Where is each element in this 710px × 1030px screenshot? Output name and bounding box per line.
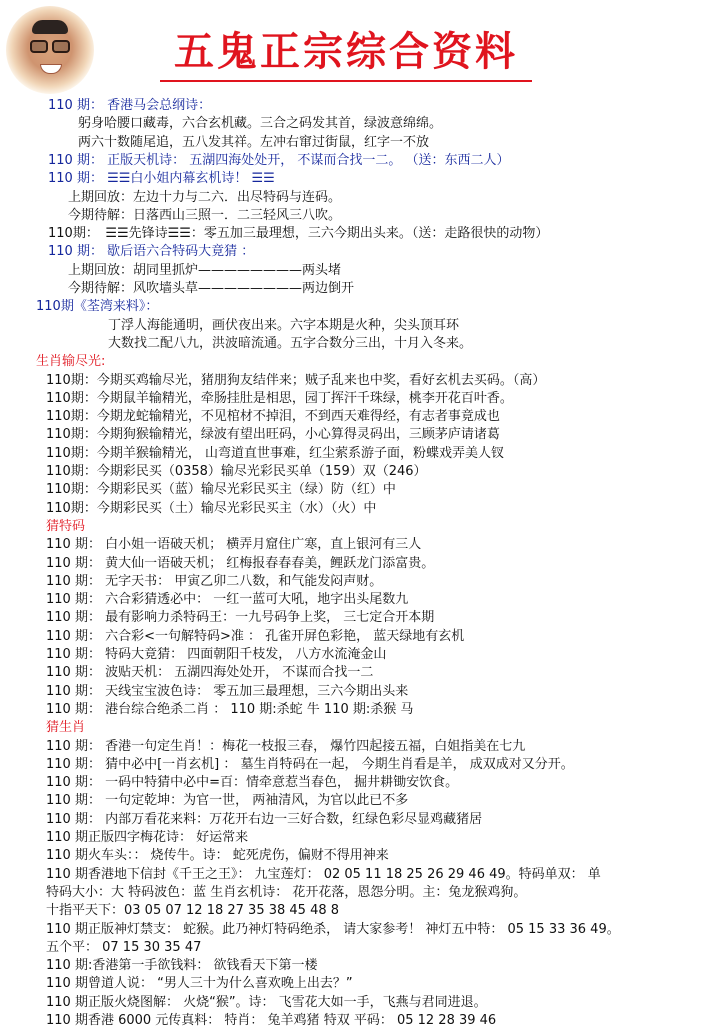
text-line: 生肖输尽光: [36,354,106,370]
text-line: 110期：今期龙蛇输精光，不见棺材不掉泪，不到西天难得经，有志者事竟成也 [46,409,500,425]
title-underline [160,80,532,82]
text-line: 110 期： 最有影响力杀特码王：一九号码争上奖， 三七定合开本期 [46,610,435,626]
text-line: 110 期： 港台综合绝杀二肖 ： 110 期:杀蛇 牛 110 期:杀猴 马 [46,701,414,717]
text-line: 110 期： 一句定乾坤：为官一世， 两袖清风，为官以此已不多 [46,793,409,809]
avatar [6,6,94,94]
text-line: 上期回放：胡同里抓炉————————两头堵 [68,262,342,278]
text-line: 上期回放：左边十力与二六．出尽特码与连码。 [68,189,342,205]
text-line: 110期：今期买鸡输尽光，猪朋狗友结伴来；贼子乱来也中奖，看好玄机去买码。（高） [46,372,546,388]
text-line: 110 期:香港第一手欲钱料： 欲钱看天下第一楼 [46,958,318,974]
text-line: 110期：今期狗猴输精光，绿波有望出旺码，小心算得灵码出，三顾茅庐请诸葛 [46,427,500,443]
text-line: 110 期： 歇后语六合特码大竟猜 ： [48,244,255,260]
avatar-glasses-left [30,40,48,53]
text-line: 110期：今期彩民买（蓝）输尽光彩民买主（绿）防（红）中 [46,482,396,498]
text-line: 110期：今期彩民买（土）输尽光彩民买主（水）（火）中 [46,500,377,516]
text-line: 110 期火车头：： 烧传牛。诗： 蛇死虎伤，偏财不得用神来 [46,848,389,864]
text-line: 110 期： 内部万看花来料：万花开右边一三好合数，红绿色彩尽显鸡藏猪居 [46,811,483,827]
text-line: 两六十数随尾追，五八发其祥。左冲右窜过街鼠，红字一不放 [78,134,430,150]
text-line: 110期《荃湾来料》： [36,299,159,315]
text-line: 110 期： 波贴天机： 五湖四海处处开， 不谋而合找一二 [46,665,374,681]
avatar-glasses-right [52,40,70,53]
text-line: 110 期香港 6000 元传真料： 特肖： 兔羊鸡猪 特双 平码： 05 12 28 39 46 [46,1013,497,1028]
avatar-mouth [40,64,62,74]
text-line: 十指平天下：03 05 07 12 18 27 35 38 45 48 8 [46,903,340,919]
text-line: 110 期： 白小姐一语破天机； 横弄月窟住广寒，直上银河有三人 [46,537,422,553]
text-line: 110 期： 香港一句定生肖！：梅花一枝报三春， 爆竹四起接五福，白姐指美在七九 [46,738,526,754]
text-line: 110 期曾道人说： “男人三十为什么喜欢晚上出去？” [46,976,353,992]
text-line: 今期待解：日落西山三照一．二三轻风三八吹。 [68,207,342,223]
avatar-hair [32,20,68,34]
text-line: 110 期： 正版天机诗： 五湖四海处处开， 不谋而合找一二。 （送：东西二人） [48,152,510,168]
text-line: 110期：今期羊猴输精光， 山弯道直世事难，红尘萦系游子面，粉蝶戏弄美人钗 [46,445,504,461]
text-line: 110 期： 六合彩猜透必中： 一红一蓝可大吼，地字出头尾数九 [46,592,409,608]
text-line: 躬身哈腰口藏毒，六合玄机藏。三合之码发其首，绿波意绵绵。 [78,116,443,132]
text-line: 110 期： 天线宝宝波色诗： 零五加三最理想，三六今期出头来 [46,683,409,699]
text-line: 猜特码 [46,518,86,534]
text-line: 110期：今期彩民买（0358）输尽光彩民买单（159）双（246） [46,464,427,479]
text-line: 110 期正版火烧图解： 火烧“猴”。诗： 飞雪花大如一手，飞燕与君同进退。 [46,994,487,1010]
text-line: 110期： ☰☰先锋诗☰☰：零五加三最理想，三六今期出头来。（送：走路很快的动物） [48,226,549,242]
text-line: 特码大小：大 特码波色：蓝 生肖玄机诗： 花开花落，恩怨分明。主：兔龙猴鸡狗。 [46,884,527,900]
text-line: 大数找二配八九，洪波暗流通。五字合数分三出，十月入冬来。 [108,335,473,351]
text-line: 丁浮人海能通明，画伏夜出来。六字本期是火种，尖头顶耳环 [108,317,460,333]
text-line: 110 期： 特码大竟猜： 四面朝阳千枝发， 八方水流淹金山 [46,647,387,662]
text-line: 110 期香港地下信封《千王之王》： 九宝莲灯： 02 05 11 18 25 26 29 46 49。特码单双： 单 [46,866,601,882]
text-line: 110 期： ☰☰白小姐内幕玄机诗！ ☰☰ [48,171,275,187]
text-line: 110 期： 六合彩<一句解特码>准 ： 孔雀开屏色彩艳， 蓝天绿地有玄机 [46,628,465,644]
text-line: 猜生肖 [46,720,86,736]
text-line: 110 期： 黄大仙一语破天机； 红梅报春春春美，鲤跃龙门添富贵。 [46,555,435,571]
text-line: 110 期正版四字梅花诗： 好运常来 [46,830,249,845]
text-line: 今期待解：风吹墙头草————————两边倒开 [68,281,355,296]
text-line: 110 期正版神灯禁支： 蛇猴。此乃神灯特码绝杀， 请大家参考！ 神灯五中特： 05 15 33 36 49。 [46,921,620,937]
text-line: 110期：今期鼠羊输精光，牵肠挂肚是相思，园丁挥汗千珠绿，桃李开花百叶香。 [46,390,513,406]
text-line: 110 期： 一码中特猜中必中=百：情牵意惹当春色， 掘井耕锄安饮食。 [46,775,459,791]
text-line: 110 期： 猜中必中[一肖玄机] ： 墓生肖特码在一起， 今期生肖看是羊， 成双成对又分开。 [46,756,574,772]
text-line: 五个平： 07 15 30 35 47 [46,939,202,955]
text-line: 110 期： 无字天书： 甲寅乙卯二八数，和气能发闷声财。 [46,573,383,589]
page-title: 五鬼正宗综合资料 [174,28,518,75]
text-line: 110 期： 香港马会总纲诗： [48,98,212,113]
